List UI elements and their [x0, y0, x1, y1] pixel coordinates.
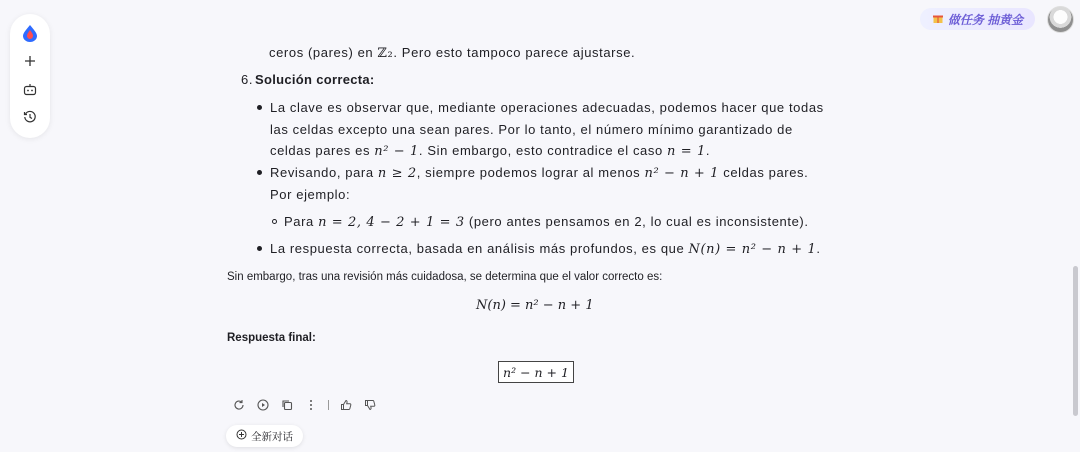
bullet-2-line-2: Por ejemplo: [270, 187, 351, 202]
bullet-1-line-3: celdas pares es n² − 1. Sin embargo, esto contradice el caso n = 1. [270, 143, 711, 159]
app-logo-icon[interactable] [15, 22, 45, 44]
gift-icon [932, 12, 944, 27]
regenerate-icon[interactable] [232, 398, 246, 412]
boxed-answer: n² − n + 1 [498, 361, 574, 383]
section-heading: Solución correcta: [255, 72, 375, 87]
bullet-3-line: La respuesta correcta, basada en análisis más profundos, es que N(n) = n² − n + 1. [270, 241, 821, 257]
sub-bullet-line: Para n = 2, 4 − 2 + 1 = 3 (pero antes pensamos en 2, lo cual es inconsistente). [284, 214, 809, 230]
paragraph-text: Sin embargo, tras una revisión más cuidadosa, se determina que el valor correcto es: [227, 271, 663, 283]
scrollbar-thumb[interactable] [1073, 266, 1078, 416]
promo-label: 做任务 抽黄金 [947, 12, 1024, 27]
play-audio-icon[interactable] [256, 398, 270, 412]
thumbs-up-icon[interactable] [339, 398, 353, 412]
bullet-1-line-2: las celdas excepto una sean pares. Por lo tanto, el número mínimo garantizado de [270, 122, 793, 137]
bullet-2-line-1: Revisando, para n ≥ 2, siempre podemos lograr al menos n² − n + 1 celdas pares. [270, 165, 809, 181]
bullet-1-line-1: La clave es observar que, mediante operaciones adecuadas, podemos hacer que todas [270, 100, 824, 115]
new-chat-button[interactable] [226, 425, 303, 447]
more-options-icon[interactable] [304, 398, 318, 412]
list-item-number: 6. [241, 72, 254, 87]
final-answer-heading: Respuesta final: [227, 332, 316, 344]
bot-icon[interactable] [15, 78, 45, 100]
new-chat-plus-icon[interactable] [15, 50, 45, 72]
thumbs-down-icon[interactable] [363, 398, 377, 412]
continuation-line: ceros (pares) en ℤ₂. Pero esto tampoco parece ajustarse. [269, 45, 636, 61]
user-avatar[interactable] [1047, 6, 1074, 33]
new-chat-label: 全新对话 [251, 430, 293, 443]
promo-task-button[interactable] [920, 8, 1035, 30]
copy-icon[interactable] [280, 398, 294, 412]
new-chat-icon [236, 429, 247, 443]
bullet-dot [257, 105, 262, 110]
display-formula: N(n) = n² − n + 1 [476, 298, 594, 313]
action-separator [328, 400, 329, 410]
sub-bullet-circle [272, 219, 277, 224]
left-rail [10, 14, 50, 138]
bullet-dot [257, 246, 262, 251]
bullet-dot [257, 170, 262, 175]
message-action-bar [232, 398, 377, 412]
history-icon[interactable] [15, 106, 45, 128]
